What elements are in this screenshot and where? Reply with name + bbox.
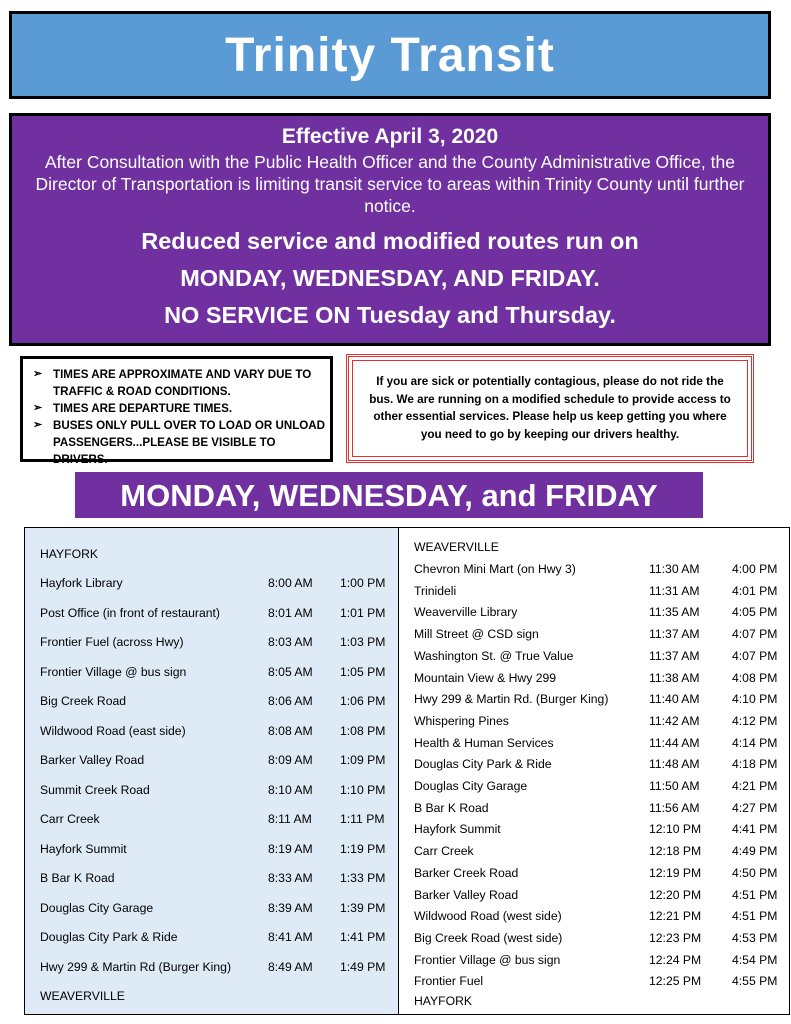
departure-time-afternoon: 1:09 PM <box>340 753 386 767</box>
departure-time-afternoon: 1:05 PM <box>340 664 386 679</box>
departure-time-afternoon: 4:07 PM <box>732 627 778 642</box>
schedule-table <box>24 527 790 1015</box>
stop-name: Summit Creek Road <box>40 782 150 797</box>
departure-time-afternoon: 1:00 PM <box>340 576 386 590</box>
departure-time-morning: 8:19 AM <box>268 841 313 856</box>
departure-time-morning: 12:18 PM <box>649 844 702 859</box>
stop-name: Frontier Village @ bus sign <box>40 664 187 679</box>
departure-time-afternoon: 1:06 PM <box>340 694 386 708</box>
departure-time-morning: 8:05 AM <box>268 664 313 679</box>
departure-time-morning: 11:44 AM <box>649 735 700 750</box>
departure-time-afternoon: 4:27 PM <box>732 800 778 815</box>
departure-time-afternoon: 4:53 PM <box>732 930 778 945</box>
title-banner <box>9 11 771 99</box>
departure-time-afternoon: 4:41 PM <box>732 822 778 837</box>
stop-name: Washington St. @ True Value <box>414 648 574 663</box>
departure-time-afternoon: 1:41 PM <box>340 930 386 944</box>
departure-time-afternoon: 1:03 PM <box>340 635 386 649</box>
stop-name: Barker Valley Road <box>414 887 519 902</box>
arrow-bullet-icon: ➢ <box>33 368 43 380</box>
effective-date: Effective April 3, 2020 <box>281 125 499 148</box>
departure-time-afternoon: 1:49 PM <box>340 959 386 974</box>
departure-time-afternoon: 4:12 PM <box>732 713 778 728</box>
departure-time-afternoon: 4:51 PM <box>732 909 778 924</box>
stop-name: Hayfork Summit <box>40 841 127 856</box>
stop-name: Big Creek Road (west side) <box>414 930 563 945</box>
departure-time-morning: 8:09 AM <box>268 753 313 767</box>
departure-time-morning: 8:06 AM <box>268 694 313 708</box>
departure-time-afternoon: 1:33 PM <box>340 871 386 885</box>
stop-name: Frontier Fuel <box>414 974 484 989</box>
stop-name: Weaverville Library <box>414 605 518 620</box>
departure-time-morning: 8:41 AM <box>268 930 313 944</box>
departure-time-morning: 8:10 AM <box>268 782 313 797</box>
departure-time-afternoon: 4:50 PM <box>732 865 778 880</box>
hayfork-to-weaverville-column <box>25 528 399 1014</box>
stop-name: Hwy 299 & Martin Rd. (Burger King) <box>414 692 609 707</box>
departure-time-afternoon: 4:05 PM <box>732 605 778 620</box>
departure-time-morning: 11:31 AM <box>649 583 700 598</box>
stop-name: B Bar K Road <box>40 871 115 885</box>
departure-time-afternoon: 1:08 PM <box>340 723 386 738</box>
departure-time-afternoon: 4:01 PM <box>732 583 778 598</box>
stop-name: B Bar K Road <box>414 800 489 815</box>
notice-no-service: NO SERVICE ON Tuesday and Thursday. <box>164 302 616 328</box>
departure-time-morning: 12:10 PM <box>649 822 702 837</box>
stop-name: Mill Street @ CSD sign <box>414 627 539 642</box>
departure-time-morning: 12:23 PM <box>649 930 702 945</box>
origin-label: HAYFORK <box>40 547 99 561</box>
notice-body: After Consultation with the Public Health Officer and the County Administrative Office, the Director of Transportation is limiting transit service to areas within Trinity County until further notice. <box>35 152 745 216</box>
stop-name: Hwy 299 & Martin Rd (Burger King) <box>40 959 232 974</box>
stop-name: Post Office (in front of restaurant) <box>40 605 220 620</box>
departure-time-morning: 8:00 AM <box>268 576 313 590</box>
stop-name: Douglas City Park & Ride <box>40 930 178 944</box>
departure-time-morning: 8:01 AM <box>268 605 313 620</box>
departure-time-morning: 12:19 PM <box>649 865 702 880</box>
stop-name: Douglas City Garage <box>40 900 154 915</box>
stop-name: Mountain View & Hwy 299 <box>414 670 557 685</box>
departure-time-afternoon: 1:19 PM <box>340 841 386 856</box>
departure-time-morning: 12:24 PM <box>649 952 702 967</box>
stop-name: Barker Valley Road <box>40 753 145 767</box>
departure-time-afternoon: 4:07 PM <box>732 648 778 663</box>
departure-time-morning: 8:33 AM <box>268 871 313 885</box>
stop-name: Carr Creek <box>414 844 474 859</box>
departure-time-morning: 11:37 AM <box>649 648 700 663</box>
departure-time-morning: 8:03 AM <box>268 635 313 649</box>
departure-time-morning: 11:56 AM <box>649 800 700 815</box>
stop-name: Chevron Mini Mart (on Hwy 3) <box>414 562 576 576</box>
service-notice <box>9 113 771 346</box>
stop-name: Wildwood Road (west side) <box>414 909 562 924</box>
rule-item: ➢ BUSES ONLY PULL OVER TO LOAD OR UNLOAD PASSENGERS...PLEASE BE VISIBLE TO DRIVERS. <box>33 419 326 466</box>
departure-time-afternoon: 4:54 PM <box>732 952 778 967</box>
rule-item: ➢ TIMES ARE DEPARTURE TIMES. <box>33 402 233 415</box>
rules-box <box>20 356 333 466</box>
departure-time-afternoon: 4:10 PM <box>732 692 778 707</box>
departure-time-morning: 11:37 AM <box>649 627 700 642</box>
departure-time-afternoon: 4:14 PM <box>732 735 778 750</box>
departure-time-afternoon: 4:49 PM <box>732 844 778 859</box>
departure-time-afternoon: 1:01 PM <box>340 605 386 620</box>
stop-name: Frontier Village @ bus sign <box>414 952 561 967</box>
departure-time-morning: 11:42 AM <box>649 713 700 728</box>
departure-time-afternoon: 1:39 PM <box>340 900 386 915</box>
departure-time-morning: 8:11 AM <box>268 812 312 826</box>
stop-name: Douglas City Park & Ride <box>414 757 552 772</box>
stop-name: Barker Creek Road <box>414 865 519 880</box>
departure-time-afternoon: 1:10 PM <box>340 782 386 797</box>
departure-time-afternoon: 4:21 PM <box>732 779 778 793</box>
departure-time-morning: 12:20 PM <box>649 887 702 902</box>
departure-time-morning: 11:35 AM <box>649 605 700 620</box>
notice-reduced-service: Reduced service and modified routes run on <box>141 228 639 254</box>
departure-time-afternoon: 4:00 PM <box>732 562 778 576</box>
stop-name: Carr Creek <box>40 812 100 826</box>
departure-time-morning: 12:25 PM <box>649 974 702 989</box>
departure-time-morning: 8:08 AM <box>268 723 313 738</box>
departure-time-afternoon: 4:51 PM <box>732 887 778 902</box>
notice-service-days: MONDAY, WEDNESDAY, AND FRIDAY. <box>180 265 600 291</box>
page-title: Trinity Transit <box>225 28 555 82</box>
stop-name: Trinideli <box>414 583 457 598</box>
departure-time-morning: 11:40 AM <box>649 692 700 707</box>
departure-time-morning: 11:50 AM <box>649 779 700 793</box>
destination-label: WEAVERVILLE <box>40 989 125 1003</box>
departure-time-morning: 11:48 AM <box>649 757 700 772</box>
rule-item: ➢ TIMES ARE APPROXIMATE AND VARY DUE TO TRAFFIC & ROAD CONDITIONS. <box>33 368 312 398</box>
health-warning-text: If you are sick or potentially contagious, please do not ride the bus. We are running on a modified schedule to provide access to other essential services. Please help us keep getting you where you need to go by keeping our drivers healthy. <box>369 375 731 441</box>
departure-time-morning: 11:38 AM <box>649 670 700 685</box>
departure-time-afternoon: 4:55 PM <box>732 974 778 989</box>
stop-name: Hayfork Summit <box>414 822 501 837</box>
departure-time-morning: 12:21 PM <box>649 909 702 924</box>
stop-name: Frontier Fuel (across Hwy) <box>40 635 184 649</box>
stop-name: Douglas City Garage <box>414 779 528 793</box>
departure-time-morning: 11:30 AM <box>649 562 700 576</box>
weaverville-to-hayfork-column <box>399 528 789 1014</box>
stop-name: Health & Human Services <box>414 735 554 750</box>
stop-name: Hayfork Library <box>40 576 123 590</box>
arrow-bullet-icon: ➢ <box>33 419 43 431</box>
stop-name: Big Creek Road <box>40 694 127 708</box>
arrow-bullet-icon: ➢ <box>33 402 43 414</box>
departure-time-afternoon: 1:11 PM <box>340 812 385 826</box>
destination-label: HAYFORK <box>414 994 473 1008</box>
departure-time-morning: 8:39 AM <box>268 900 313 915</box>
origin-label: WEAVERVILLE <box>414 540 499 554</box>
departure-time-afternoon: 4:18 PM <box>732 757 778 772</box>
health-warning-box <box>346 354 754 463</box>
departure-time-afternoon: 4:08 PM <box>732 670 778 685</box>
stop-name: Whispering Pines <box>414 713 509 728</box>
departure-time-morning: 8:49 AM <box>268 959 313 974</box>
stop-name: Wildwood Road (east side) <box>40 723 186 738</box>
service-days-banner: MONDAY, WEDNESDAY, and FRIDAY <box>75 472 703 518</box>
